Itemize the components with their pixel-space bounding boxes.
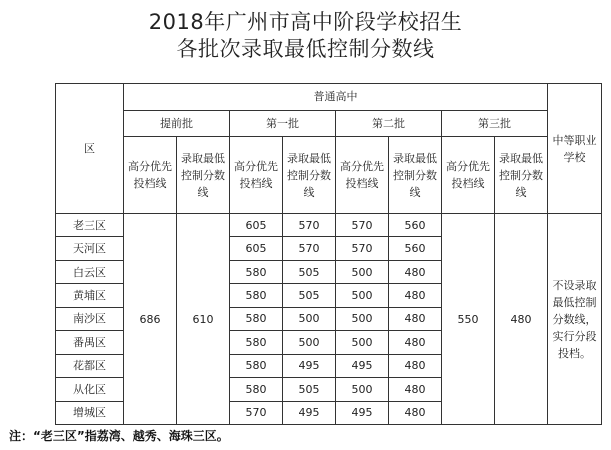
district-cell: 老三区 [56,214,124,237]
batch-1-header: 第一批 [230,110,336,137]
header-row-2 [56,110,602,137]
b2-min-cell: 480 [389,260,442,283]
batch-early-header: 提前批 [124,110,230,137]
b1-top-cell: 580 [230,331,283,354]
b1-min-cell: 505 [283,284,336,307]
page-title: 2018年广州市高中阶段学校招生 [148,10,463,34]
district-cell: 从化区 [56,378,124,401]
district-cell: 增城区 [56,401,124,425]
col-min-header: 录取最低控制分数线 [495,137,548,214]
b1-min-cell: 570 [283,214,336,237]
b1-min-cell: 500 [283,307,336,330]
col-min-header: 录取最低控制分数线 [177,137,230,214]
col-min-header: 录取最低控制分数线 [389,137,442,214]
b2-top-cell: 500 [336,331,389,354]
b2-min-cell: 560 [389,214,442,237]
b1-top-cell: 580 [230,260,283,283]
batch-2-header: 第二批 [336,110,442,137]
b2-min-cell: 480 [389,378,442,401]
b2-top-cell: 495 [336,401,389,425]
header-row-1 [56,84,602,111]
b2-top-cell: 570 [336,237,389,260]
b3-top-cell: 550 [442,214,495,425]
b1-min-cell: 495 [283,401,336,425]
district-cell: 白云区 [56,260,124,283]
b1-min-cell: 495 [283,354,336,377]
col-top-header: 高分优先投档线 [336,137,389,214]
footnote: 注：“老三区”指荔湾、越秀、海珠三区。 [9,429,229,443]
page-subtitle: 各批次录取最低控制分数线 [176,37,435,61]
district-cell: 花都区 [56,354,124,377]
vocational-note: 不设录取最低控制分数线，实行分段投档。 [548,214,602,425]
header-row-3 [56,137,602,214]
b1-top-cell: 605 [230,214,283,237]
b1-top-cell: 570 [230,401,283,425]
b2-min-cell: 480 [389,354,442,377]
b2-top-cell: 500 [336,307,389,330]
b2-top-cell: 500 [336,284,389,307]
district-cell: 番禺区 [56,331,124,354]
b3-min-cell: 480 [495,214,548,425]
b2-min-cell: 480 [389,401,442,425]
b1-top-cell: 605 [230,237,283,260]
b1-min-cell: 570 [283,237,336,260]
b1-min-cell: 500 [283,331,336,354]
district-cell: 黄埔区 [56,284,124,307]
b2-top-cell: 500 [336,378,389,401]
b2-min-cell: 480 [389,307,442,330]
col-top-header: 高分优先投档线 [230,137,283,214]
b1-top-cell: 580 [230,378,283,401]
b2-min-cell: 560 [389,237,442,260]
table-row [56,214,602,237]
vocational-header: 中等职业学校 [548,84,602,214]
col-top-header: 高分优先投档线 [442,137,495,214]
col-top-header: 高分优先投档线 [124,137,177,214]
col-min-header: 录取最低控制分数线 [283,137,336,214]
score-table [55,83,602,425]
b1-min-cell: 505 [283,260,336,283]
b2-top-cell: 495 [336,354,389,377]
b2-min-cell: 480 [389,331,442,354]
b2-top-cell: 570 [336,214,389,237]
early-top-cell: 686 [124,214,177,425]
b1-top-cell: 580 [230,284,283,307]
b1-min-cell: 505 [283,378,336,401]
early-min-cell: 610 [177,214,230,425]
b1-top-cell: 580 [230,354,283,377]
b2-min-cell: 480 [389,284,442,307]
b1-top-cell: 580 [230,307,283,330]
district-cell: 南沙区 [56,307,124,330]
batch-3-header: 第三批 [442,110,548,137]
general-high-header: 普通高中 [124,84,548,111]
district-cell: 天河区 [56,237,124,260]
district-header: 区 [56,84,124,214]
b2-top-cell: 500 [336,260,389,283]
